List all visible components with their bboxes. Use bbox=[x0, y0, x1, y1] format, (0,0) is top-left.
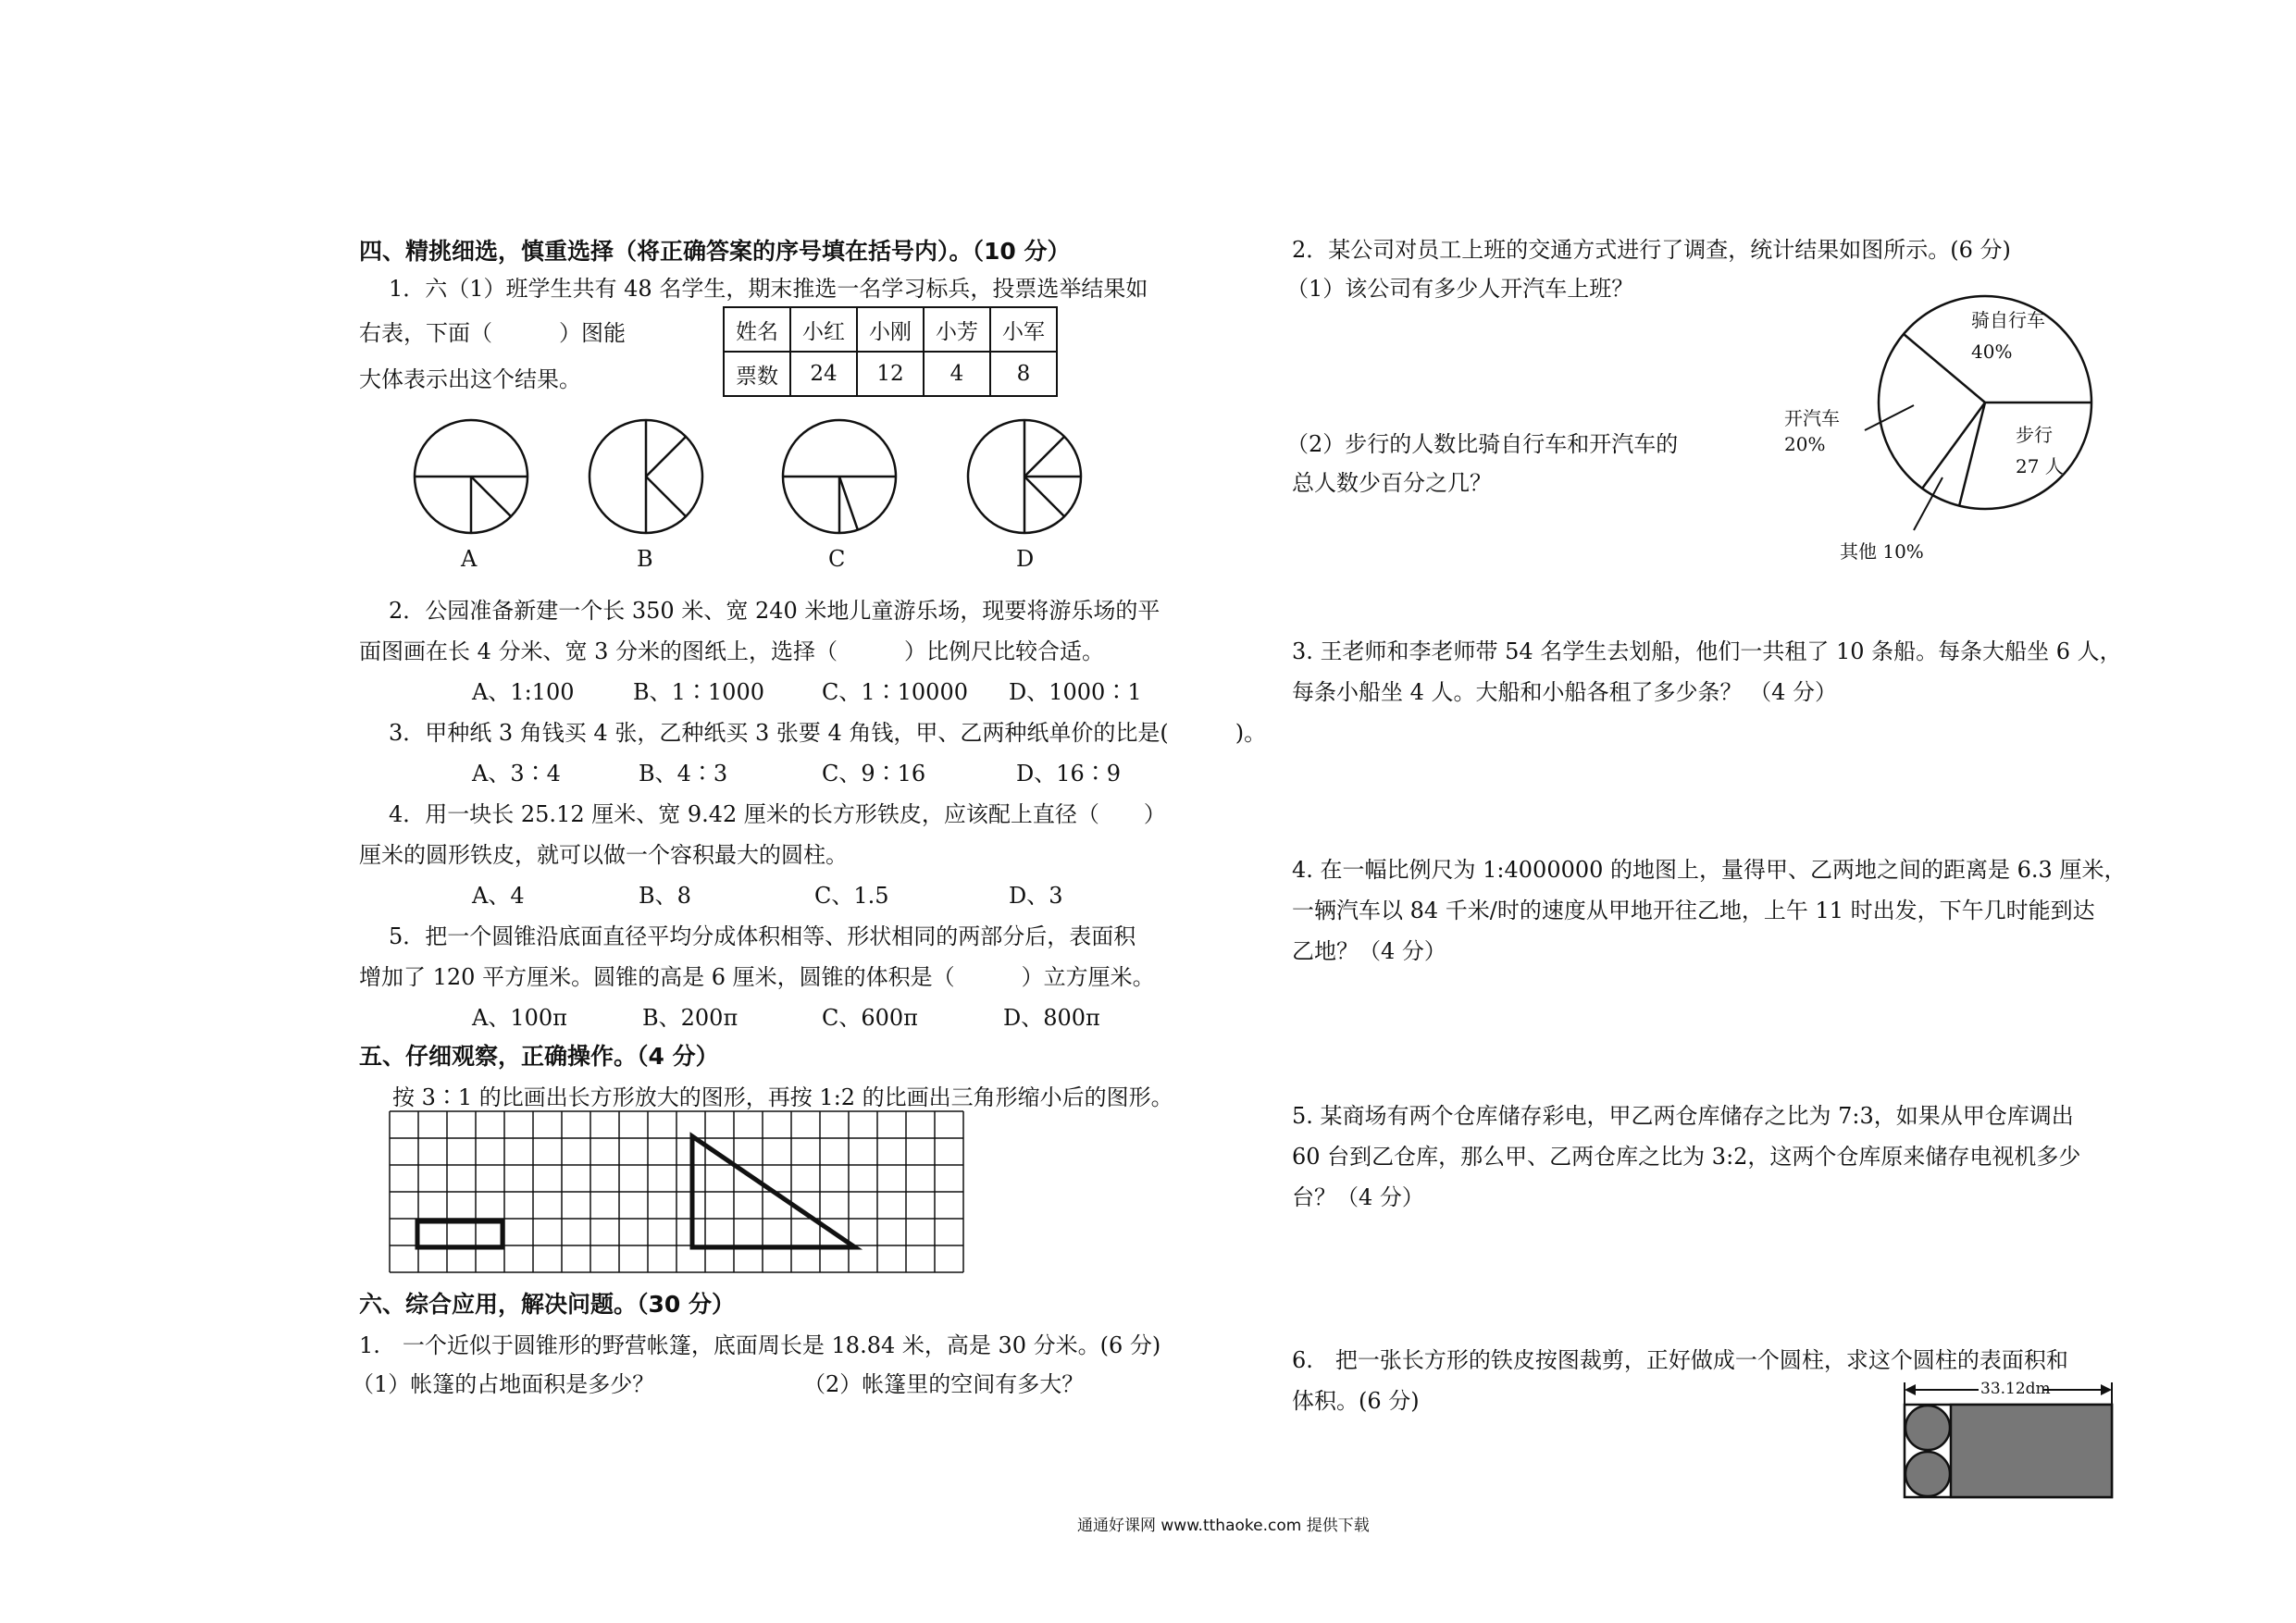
table-cell: 票数 bbox=[724, 352, 790, 396]
q2-option-c: C、1∶10000 bbox=[822, 679, 968, 705]
problem4-line2: 一辆汽车以 84 千米/时的速度从甲地开往乙地，上午 11 时出发，下午几时能到达 bbox=[1292, 898, 2095, 923]
problem5-line1: 5. 某商场有两个仓库储存彩电，甲乙两仓库储存之比为 7:3，如果从甲仓库调出 bbox=[1292, 1103, 2074, 1129]
problem1-line1: 1. 一个近似于圆锥形的野营帐篷，底面周长是 18.84 米，高是 30 分米。(6 分) bbox=[359, 1332, 1161, 1358]
pie-label-a: A bbox=[461, 546, 478, 572]
q2-option-b: B、1∶1000 bbox=[633, 679, 764, 705]
q2-option-a: A、1:100 bbox=[472, 679, 575, 705]
q3-line1: 3．甲种纸 3 角钱买 4 张，乙种纸买 3 张要 4 角钱，甲、乙两种纸单价的比是( )。 bbox=[389, 720, 1267, 746]
section5-text: 按 3∶1 的比画出长方形放大的图形，再按 1:2 的比画出三角形缩小后的图形。 bbox=[392, 1084, 1173, 1110]
q5-line1: 5．把一个圆锥沿底面直径平均分成体积相等、形状相同的两部分后，表面积 bbox=[389, 923, 1136, 949]
pie-label-b: B bbox=[637, 546, 653, 572]
votes-table bbox=[723, 306, 1058, 397]
drawing-grid bbox=[389, 1110, 968, 1273]
pie-option-c bbox=[779, 416, 900, 537]
problem2-sub1: （1）该公司有多少人开汽车上班？ bbox=[1286, 276, 1634, 302]
problem3-line2: 每条小船坐 4 人。大船和小船各租了多少条？ （4 分） bbox=[1292, 679, 1838, 705]
problem5-line2: 60 台到乙仓库，那么甲、乙两仓库之比为 3:2，这两个仓库原来储存电视机多少 bbox=[1292, 1144, 2081, 1170]
table-row bbox=[724, 352, 1057, 396]
pie-label-car: 开汽车 bbox=[1784, 407, 1840, 429]
q2-option-d: D、1000∶1 bbox=[1009, 679, 1142, 705]
q5-option-d: D、800π bbox=[1003, 1005, 1100, 1031]
table-cell: 4 bbox=[924, 352, 990, 396]
pie-option-a bbox=[411, 416, 531, 537]
pie-pct-bike: 40% bbox=[1971, 341, 2013, 363]
q5-option-a: A、100π bbox=[472, 1005, 567, 1031]
pie-pct-car: 20% bbox=[1784, 433, 1826, 455]
table-cell: 小芳 bbox=[924, 307, 990, 352]
pie-label-c: C bbox=[828, 546, 846, 572]
problem4-line3: 乙地？（4 分） bbox=[1292, 938, 1446, 964]
table-cell: 姓名 bbox=[724, 307, 790, 352]
q5-option-c: C、600π bbox=[822, 1005, 918, 1031]
q3-option-c: C、9∶16 bbox=[822, 761, 926, 787]
table-cell: 小刚 bbox=[857, 307, 924, 352]
dimension-label: 33.12dm bbox=[1980, 1380, 2051, 1398]
section5-title: 五、仔细观察，正确操作。（4 分） bbox=[359, 1043, 719, 1070]
q4-option-b: B、8 bbox=[639, 883, 691, 909]
problem4-line1: 4. 在一幅比例尺为 1:4000000 的地图上，量得甲、乙两地之间的距离是 6.3 厘米， bbox=[1292, 857, 2127, 883]
section4-title: 四、精挑细选，慎重选择（将正确答案的序号填在括号内）。（10 分） bbox=[359, 238, 1071, 265]
table-cell: 12 bbox=[857, 352, 924, 396]
q4-line2: 厘米的圆形铁皮，就可以做一个容积最大的圆柱。 bbox=[359, 842, 848, 868]
table-cell: 8 bbox=[990, 352, 1057, 396]
footer-text: 通通好课网 www.tthaoke.com 提供下载 bbox=[1077, 1517, 1370, 1535]
pie-label-d: D bbox=[1016, 546, 1035, 572]
q3-option-d: D、16∶9 bbox=[1016, 761, 1122, 787]
q5-option-b: B、200π bbox=[642, 1005, 738, 1031]
pie-option-b bbox=[586, 416, 706, 537]
grid-rectangle bbox=[417, 1221, 503, 1247]
pie-count-walk: 27 人 bbox=[2016, 455, 2064, 477]
q1-line2: 右表，下面（ ）图能 bbox=[359, 320, 626, 346]
table-cell: 24 bbox=[790, 352, 857, 396]
pie-label-other: 其他 10% bbox=[1840, 540, 1924, 563]
pie-option-d bbox=[964, 416, 1085, 537]
problem1-sub2: （2）帐篷里的空间有多大？ bbox=[803, 1371, 1085, 1397]
problem2-sub2-line1: （2）步行的人数比骑自行车和开汽车的 bbox=[1286, 431, 1679, 457]
q3-option-a: A、3∶4 bbox=[472, 761, 561, 787]
q4-line1: 4．用一块长 25.12 厘米、宽 9.42 厘米的长方形铁皮，应该配上直径（ ） bbox=[389, 801, 1166, 827]
q4-option-c: C、1.5 bbox=[814, 883, 889, 909]
q4-option-a: A、4 bbox=[472, 883, 525, 909]
table-cell: 小红 bbox=[790, 307, 857, 352]
problem1-sub1: （1）帐篷的占地面积是多少？ bbox=[352, 1371, 655, 1397]
q2-line1: 2．公园准备新建一个长 350 米、宽 240 米地儿童游乐场，现要将游乐场的平 bbox=[389, 598, 1160, 624]
problem3-line1: 3. 王老师和李老师带 54 名学生去划船，他们一共租了 10 条船。每条大船坐 6 人， bbox=[1292, 638, 2122, 664]
pie-label-walk: 步行 bbox=[2016, 424, 2053, 446]
q3-option-b: B、4∶3 bbox=[639, 761, 728, 787]
problem6-line1: 6. 把一张长方形的铁皮按图裁剪，正好做成一个圆柱，求这个圆柱的表面积和 bbox=[1292, 1347, 2068, 1373]
section6-title: 六、综合应用，解决问题。（30 分） bbox=[359, 1291, 735, 1318]
q2-line2: 面图画在长 4 分米、宽 3 分米的图纸上，选择（ ）比例尺比较合适。 bbox=[359, 638, 1105, 664]
q1-line3: 大体表示出这个结果。 bbox=[359, 366, 581, 392]
q4-option-d: D、3 bbox=[1009, 883, 1063, 909]
problem2-line1: 2．某公司对员工上班的交通方式进行了调查，统计结果如图所示。(6 分) bbox=[1292, 237, 2011, 263]
q5-line2: 增加了 120 平方厘米。圆锥的高是 6 厘米，圆锥的体积是（ ）立方厘米。 bbox=[359, 964, 1155, 990]
q1-line1: 1．六（1）班学生共有 48 名学生，期末推选一名学习标兵，投票选举结果如 bbox=[389, 276, 1148, 302]
problem5-line3: 台？（4 分） bbox=[1292, 1184, 1424, 1210]
problem6-line2: 体积。(6 分) bbox=[1292, 1388, 1420, 1414]
pie-label-bike: 骑自行车 bbox=[1971, 309, 2045, 331]
problem2-sub2-line2: 总人数少百分之几？ bbox=[1292, 470, 1492, 496]
table-cell: 小军 bbox=[990, 307, 1057, 352]
table-row bbox=[724, 307, 1057, 352]
